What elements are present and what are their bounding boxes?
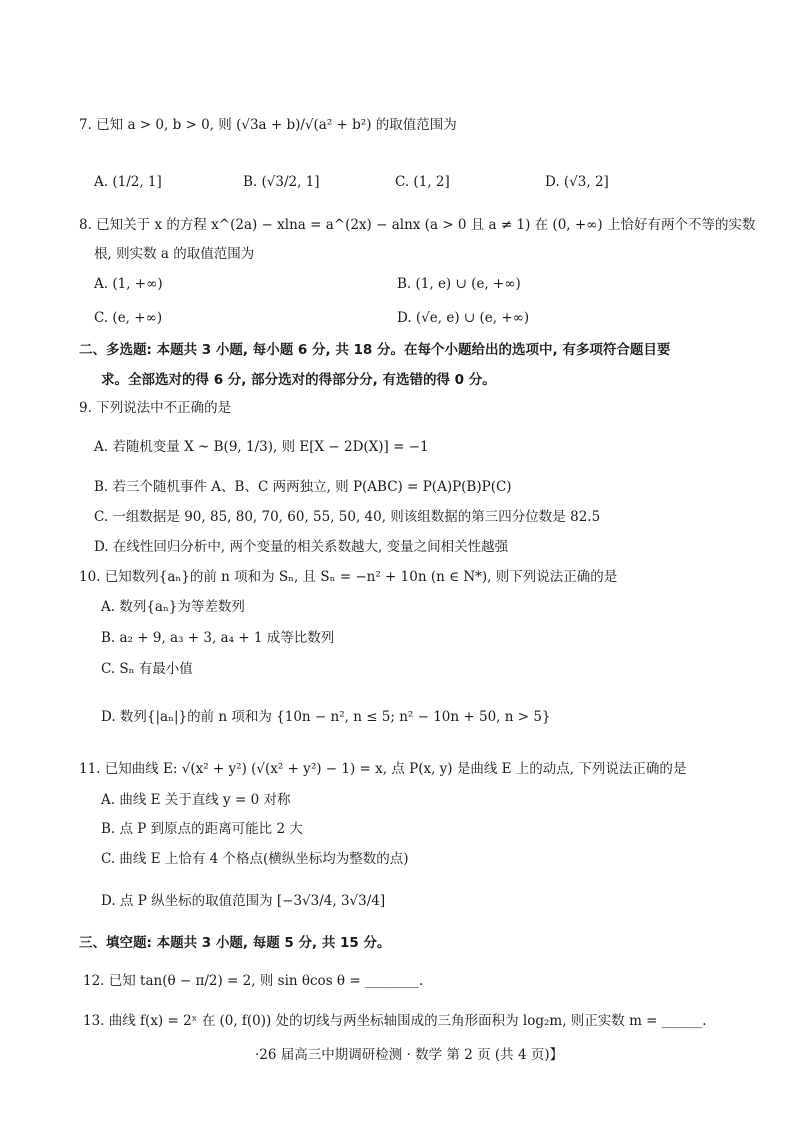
q11-stem: 11. 已知曲线 E: √(x² + y²) (√(x² + y²) − 1) = x, 点 P(x, y) 是曲线 E 上的动点, 下列说法正确的是 <box>79 761 687 777</box>
q7-option-a: A. (1/2, 1] <box>94 174 162 190</box>
q8-option-b: B. (1, e) ∪ (e, +∞) <box>397 276 521 292</box>
q9-option-c: C. 一组数据是 90, 85, 80, 70, 60, 55, 50, 40, 则该组数据的第三四分位数是 82.5 <box>94 509 601 525</box>
q11-option-c: C. 曲线 E 上恰有 4 个格点(横纵坐标均为整数的点) <box>101 851 409 867</box>
q7-option-d: D. (√3, 2] <box>545 174 609 190</box>
q9-stem: 9. 下列说法中不正确的是 <box>79 400 232 416</box>
q11-option-b: B. 点 P 到原点的距离可能比 2 大 <box>101 821 303 837</box>
q10-option-a: A. 数列{aₙ}为等差数列 <box>101 599 245 615</box>
page-footer: ·26 届高三中期调研检测 · 数学 第 2 页 (共 4 页)】 <box>255 1047 564 1063</box>
q7-stem: 7. 已知 a > 0, b > 0, 则 (√3a + b)/√(a² + b²) 的取值范围为 <box>79 117 457 133</box>
q9-option-a: A. 若随机变量 X ~ B(9, 1/3), 则 E[X − 2D(X)] = −1 <box>94 439 429 455</box>
q11-option-d: D. 点 P 纵坐标的取值范围为 [−3√3/4, 3√3/4] <box>101 893 386 909</box>
q10-stem: 10. 已知数列{aₙ}的前 n 项和为 Sₙ, 且 Sₙ = −n² + 10n (n ∈ N*), 则下列说法正确的是 <box>79 569 618 585</box>
q9-option-b: B. 若三个随机事件 A、B、C 两两独立, 则 P(ABC) = P(A)P(B)P(C) <box>94 479 512 495</box>
q8-stem-line1: 8. 已知关于 x 的方程 x^(2a) − xlna = a^(2x) − alnx (a > 0 且 a ≠ 1) 在 (0, +∞) 上恰好有两个不等的实数 <box>79 217 756 233</box>
q10-option-b: B. a₂ + 9, a₃ + 3, a₄ + 1 成等比数列 <box>101 630 335 646</box>
q11-option-a: A. 曲线 E 关于直线 y = 0 对称 <box>101 792 291 808</box>
q8-option-d: D. (√e, e) ∪ (e, +∞) <box>397 310 530 326</box>
section-2-heading-line1: 二、多选题: 本题共 3 小题, 每小题 6 分, 共 18 分。在每个小题给出的选项中, 有多项符合题目要 <box>79 342 671 358</box>
section-2-heading-line2: 求。全部选对的得 6 分, 部分选对的得部分分, 有选错的得 0 分。 <box>101 372 496 388</box>
q12-stem: 12. 已知 tan(θ − π/2) = 2, 则 sin θcos θ = ________. <box>83 973 424 989</box>
q9-option-d: D. 在线性回归分析中, 两个变量的相关系数越大, 变量之间相关性越强 <box>94 539 509 555</box>
section-3-heading: 三、填空题: 本题共 3 小题, 每题 5 分, 共 15 分。 <box>79 935 391 951</box>
q8-stem-line2: 根, 则实数 a 的取值范围为 <box>94 246 255 262</box>
q13-stem: 13. 曲线 f(x) = 2ˣ 在 (0, f(0)) 处的切线与两坐标轴围成的三角形面积为 log₂m, 则正实数 m = ______. <box>83 1013 707 1029</box>
q8-option-a: A. (1, +∞) <box>94 276 163 292</box>
q7-option-c: C. (1, 2] <box>395 174 450 190</box>
q10-option-c: C. Sₙ 有最小值 <box>101 661 193 677</box>
q7-option-b: B. (√3/2, 1] <box>243 174 320 190</box>
q10-option-d: D. 数列{|aₙ|}的前 n 项和为 {10n − n², n ≤ 5; n² − 10n + 50, n > 5} <box>101 709 551 725</box>
q8-option-c: C. (e, +∞) <box>94 310 163 326</box>
